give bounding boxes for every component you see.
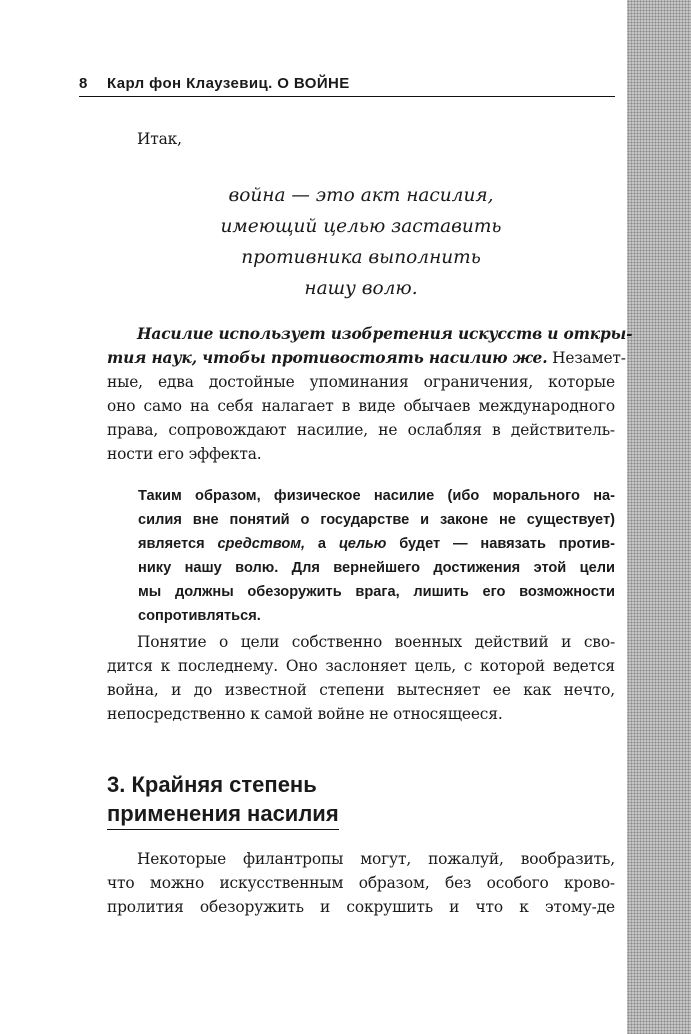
definition-quote [107,180,615,304]
section-heading-line: 3. Крайняя степень [107,772,317,797]
paragraph-text: Незамет- [547,349,626,367]
military-aim-paragraph [107,630,615,726]
paragraph-line: мы должны обезоружить врага, лишить его возможности [138,584,615,600]
paragraph-line: силия вне понятий о государстве и законе не существует) [138,512,615,528]
quote-line: война — это акт насилия, [228,185,494,206]
paragraph-line: сопротивляться. [138,608,261,624]
running-header [79,74,615,97]
quote-line: противника выполнить [241,247,481,268]
paragraph-line: ности его эффекта. [107,445,262,463]
emphasis-text: тия наук, чтобы противостоять насилию же. [107,349,548,367]
paragraph-text: будет — навязать против- [386,536,615,552]
paragraph-line [107,346,626,370]
quote-line: нашу волю. [304,278,418,299]
section-heading-line: применения насилия [107,799,339,830]
page-number: 8 [79,75,88,92]
paragraph-line: Некоторые филантропы могут, пожалуй, вообразить, [137,850,615,868]
violence-paragraph [107,322,633,466]
emphasis-means: средством, [217,536,306,552]
paragraph-line: права, сопровождают насилие, не ослабляя в действитель- [107,421,615,439]
paragraph-line: ные, едва достойные упоминания ограничения, которые [107,373,615,391]
paragraph-line: что можно искусственным образом, без особого крово- [107,874,615,892]
means-and-end-paragraph [138,484,615,628]
philanthropists-paragraph [107,847,615,919]
paragraph-text: является [138,536,218,552]
running-title: Карл фон Клаузевиц. О ВОЙНЕ [107,75,350,92]
paragraph-line: дится к последнему. Оно заслоняет цель, с которой ведется [107,657,615,675]
paragraph-line: непосредственно к самой войне не относящееся. [107,705,503,723]
intro-text: Итак, [137,130,182,148]
quote-line: имеющий целью заставить [220,216,502,237]
scanned-page-edge [627,0,691,1034]
paragraph-line: Понятие о цели собственно военных действий и сво- [137,633,615,651]
intro-paragraph [107,127,615,151]
emphasis-end: целью [338,536,387,552]
section-heading [107,770,339,830]
paragraph-line: оно само на себя налагает в виде обычаев международного [107,397,615,415]
paragraph-line: война, и до известной степени вытесняет ее как нечто, [107,681,615,699]
paragraph-line: Насилие использует изобретения искусств и откры- [137,325,633,343]
paragraph-line: пролития обезоружить и сокрушить и что к этому-де [107,898,615,916]
paragraph-line: нику нашу волю. Для вернейшего достижения этой цели [138,560,615,576]
paragraph-text: а [305,536,339,552]
paragraph-line: Таким образом, физическое насилие (ибо морального на- [138,488,615,504]
paragraph-line [138,532,615,556]
